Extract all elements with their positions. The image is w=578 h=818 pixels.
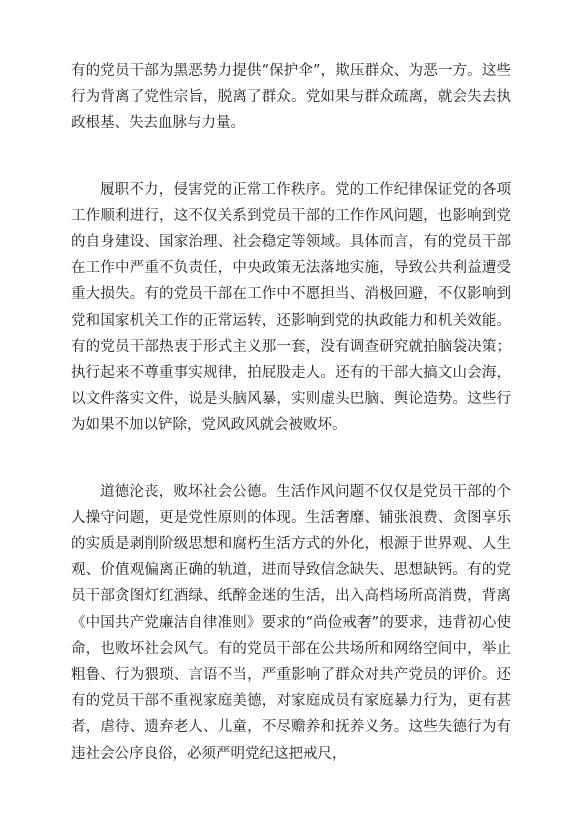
paragraph-1: 有的党员干部为黑恶势力提供“保护伞”，欺压群众、为恶一方。这些行为背离了党性宗旨，脱离了群众。党如果与群众疏离，就会失去执政根基、失去血脉与力量。 <box>71 63 511 132</box>
paragraph-3: 道德沦丧，败坏社会公德。生活作风问题不仅仅是党员干部的个人操守问题，更是党性原则的体现。生活奢靡、铺张浪费、贪图享乐的实质是剥削阶级思想和腐朽生活方式的外化，根源于世界观、人生观、价值观偏离正确的轨道，进而导致信念缺失、思想缺钙。有的党员干部贪图灯红酒绿、纸醉金迷的生活，出入高档场所高消费，背离《中国共产党廉洁自律准则》要求的“尚俭戒奢”的要求，违背初心使命，也败坏社会风气。有的党员干部在公共场所和网络空间中，举止粗鲁、行为猥琐、言语不当，严重影响了群众对共产党员的评价。还有的党员干部不重视家庭美德，对家庭成员有家庭暴力行为，更有甚者，虐待、遗弃老人、儿童，不尽赡养和抚养义务。这些失德行为有违社会公序良俗，必须严明党纪这把戒尺， <box>71 483 511 762</box>
paragraph-spacer <box>71 439 511 479</box>
paragraph-2: 履职不力，侵害党的正常工作秩序。党的工作纪律保证党的各项工作顺利进行，这不仅关系到党员干部的工作作风问题，也影响到党的自身建设、国家治理、社会稳定等领域。具体而言，有的党员干部在工作中严重不负责任，中央政策无法落地实施，导致公共利益遭受重大损失。有的党员干部在工作中不愿担当、消极回避，不仅影响到党和国家机关工作的正常运转，还影响到党的执政能力和机关效能。有的党员干部热衷于形式主义那一套，没有调查研究就拍脑袋决策；执行起来不尊重事实规律，拍屁股走人。还有的干部大搞文山会海，以文件落实文件，说是头脑风暴，实则虚头巴脑、舆论造势。这些行为如果不加以铲除，党风政风就会被败坏。 <box>71 181 511 434</box>
paragraph-spacer <box>71 137 511 177</box>
document-body <box>71 58 511 767</box>
